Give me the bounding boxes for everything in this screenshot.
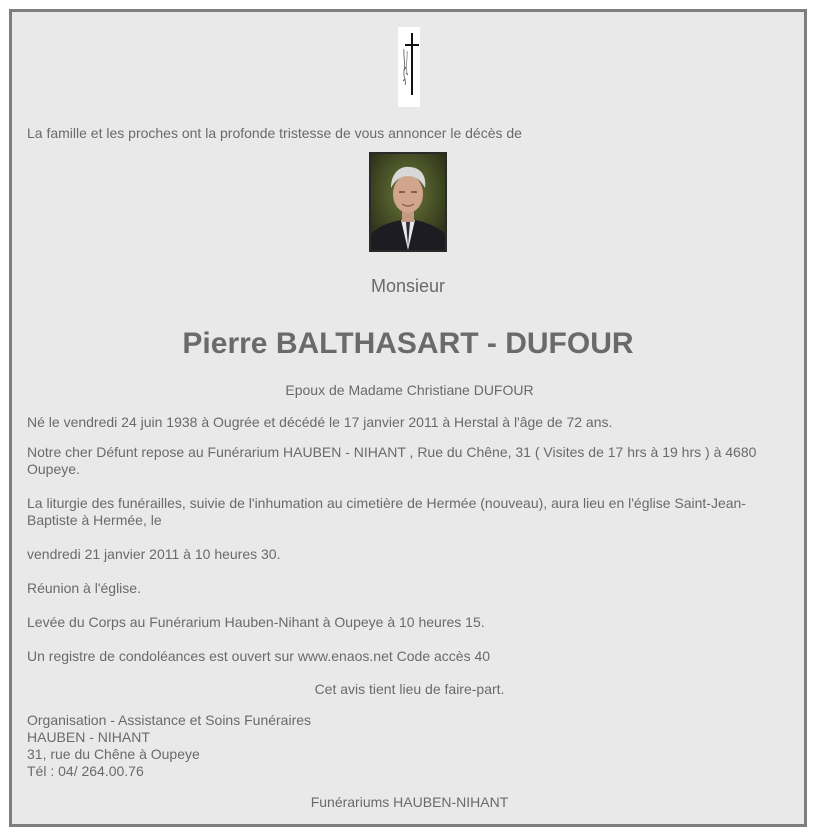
notice-text: Cet avis tient lieu de faire-part. — [314, 681, 505, 697]
portrait-photo — [369, 152, 447, 252]
spouse-text: Epoux de Madame Christiane DUFOUR — [285, 382, 534, 398]
footer-text: Funérariums HAUBEN-NIHANT — [310, 794, 509, 810]
intro-text: La famille et les proches ont la profonde tristesse de vous annoncer le décès de — [27, 125, 522, 141]
obituary-card — [9, 9, 807, 827]
registry-text: Un registre de condoléances est ouvert sur www.enaos.net Code accès 40 — [27, 648, 491, 664]
honorific: Monsieur — [370, 276, 446, 296]
rests-text: Notre cher Défunt repose au Funérarium HAUBEN - NIHANT , Rue du Chêne, 31 ( Visites de 17 hrs à 19 hrs ) à 4680 Oupeye. — [27, 444, 757, 477]
organisation-line: HAUBEN - NIHANT — [27, 729, 150, 745]
organisation-line: Organisation - Assistance et Soins Funéraires — [27, 712, 312, 728]
meeting-text: Réunion à l'église. — [27, 580, 141, 596]
service-date: vendredi 21 janvier 2011 à 10 heures 30. — [27, 546, 281, 562]
levee-text: Levée du Corps au Funérarium Hauben-Nihant à Oupeye à 10 heures 15. — [27, 614, 485, 630]
organisation-phone: Tél : 04/ 264.00.76 — [27, 763, 144, 779]
cross-icon — [398, 27, 420, 107]
liturgy-text: La liturgie des funérailles, suivie de l'inhumation au cimetière de Hermée (nouveau), aura lieu en l'église Saint-Jean-Baptiste à Hermée, le — [27, 495, 746, 528]
birth-death-text: Né le vendredi 24 juin 1938 à Ougrée et décédé le 17 janvier 2011 à Herstal à l'âge de 72 ans. — [27, 414, 613, 430]
organisation-address: 31, rue du Chêne à Oupeye — [27, 746, 200, 762]
deceased-name: Pierre BALTHASART - DUFOUR — [182, 327, 634, 360]
